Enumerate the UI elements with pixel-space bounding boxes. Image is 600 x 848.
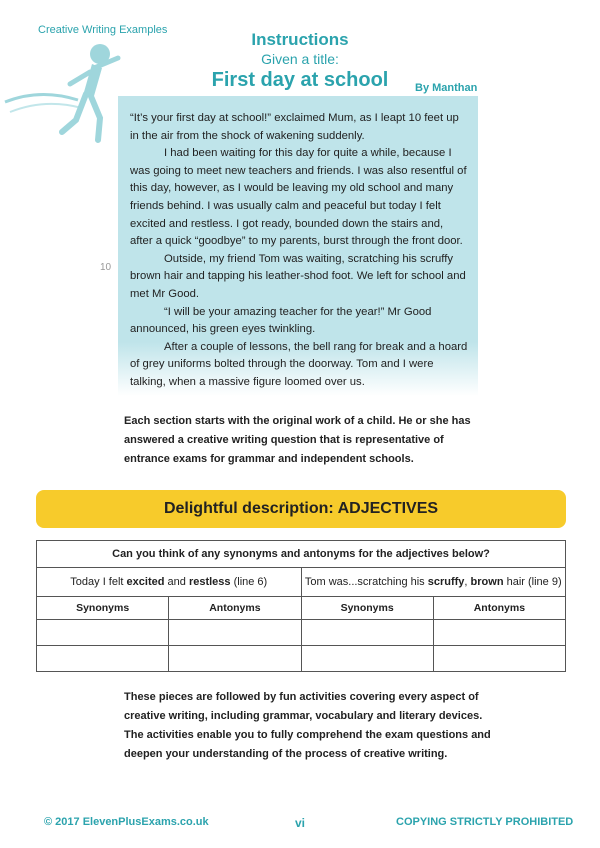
adjectives-table xyxy=(36,540,566,672)
column-header-synonyms: Synonyms xyxy=(301,597,433,620)
activity-banner xyxy=(36,490,566,528)
answer-cell[interactable] xyxy=(301,620,433,646)
column-header-antonyms: Antonyms xyxy=(169,597,301,620)
example-adjective: brown xyxy=(470,576,504,588)
story-paragraph: “It’s your first day at school!” exclaimed Mum, as I leapt 10 feet up in the air from the shock of wakening suddenly. xyxy=(130,112,459,142)
table-question: Can you think of any synonyms and antonyms for the adjectives below? xyxy=(37,541,566,568)
series-label: Creative Writing Examples xyxy=(38,24,168,36)
copyright-notice: COPYING STRICTLY PROHIBITED xyxy=(396,816,574,828)
answer-cell[interactable] xyxy=(37,620,169,646)
answer-cell[interactable] xyxy=(301,646,433,672)
story-paragraph: I had been waiting for this day for quite a while, because I was going to meet new teachers and friends. I was also resentful of this day, however, as I would be leaving my old school and many friends behind. I was usually calm and peaceful but today I felt excited and restless. I got ready, bounded down the stairs and, after a quick “goodbye” to my parents, burst through the front door. xyxy=(130,147,467,248)
column-header-antonyms: Antonyms xyxy=(433,597,565,620)
story-title: First day at school xyxy=(211,69,389,91)
answer-cell[interactable] xyxy=(433,620,565,646)
example-text: , xyxy=(464,576,471,588)
page-number: vi xyxy=(294,816,305,830)
example-right xyxy=(301,568,566,597)
example-text: hair (line 9) xyxy=(503,576,562,588)
answer-cell[interactable] xyxy=(169,646,301,672)
answer-cell[interactable] xyxy=(169,620,301,646)
given-title-label: Given a title: xyxy=(261,51,339,67)
story-paragraph: Outside, my friend Tom was waiting, scratching his scruffy brown hair and tapping his leather-shod foot. We left for school and met Mr Good. xyxy=(130,252,466,300)
example-adjective: excited xyxy=(126,576,165,588)
story-paragraph: “I will be your amazing teacher for the year!” Mr Good announced, his green eyes twinkling. xyxy=(130,305,432,336)
example-left xyxy=(37,568,302,597)
example-adjective: scruffy xyxy=(427,576,465,588)
example-adjective: restless xyxy=(188,576,231,588)
story-paragraph: After a couple of lessons, the bell rang for break and a hoard of grey uniforms bolted through the doorway. Tom and I were talking, when a massive figure loomed over us. xyxy=(130,340,468,388)
example-text: Tom was...scratching his xyxy=(304,576,428,588)
column-header-synonyms: Synonyms xyxy=(37,597,169,620)
example-text: Today I felt xyxy=(70,576,127,588)
story-panel xyxy=(118,96,478,396)
author-name: By Manthan xyxy=(415,82,478,94)
footer-copyright: © 2017 ElevenPlusExams.co.uk xyxy=(44,816,209,828)
story-text xyxy=(130,110,468,392)
example-text: (line 6) xyxy=(230,576,268,588)
instructions-title: Instructions xyxy=(251,30,349,49)
answer-cell[interactable] xyxy=(433,646,565,672)
activity-banner-title: Delightful description: ADJECTIVES xyxy=(163,500,439,517)
answer-cell[interactable] xyxy=(37,646,169,672)
intro-paragraph: Each section starts with the original work of a child. He or she has answered a creative writing question that is representative of entrance exams for grammar and independent schools. xyxy=(124,415,471,465)
line-number-marker: 10 xyxy=(100,262,112,273)
example-text: and xyxy=(164,576,189,588)
outro-paragraph: These pieces are followed by fun activities covering every aspect of creative writing, including grammar, vocabulary and literary devices. The activities enable you to fully comprehend the exam questions and deepen your understanding of the process of creative writing. xyxy=(124,691,491,760)
